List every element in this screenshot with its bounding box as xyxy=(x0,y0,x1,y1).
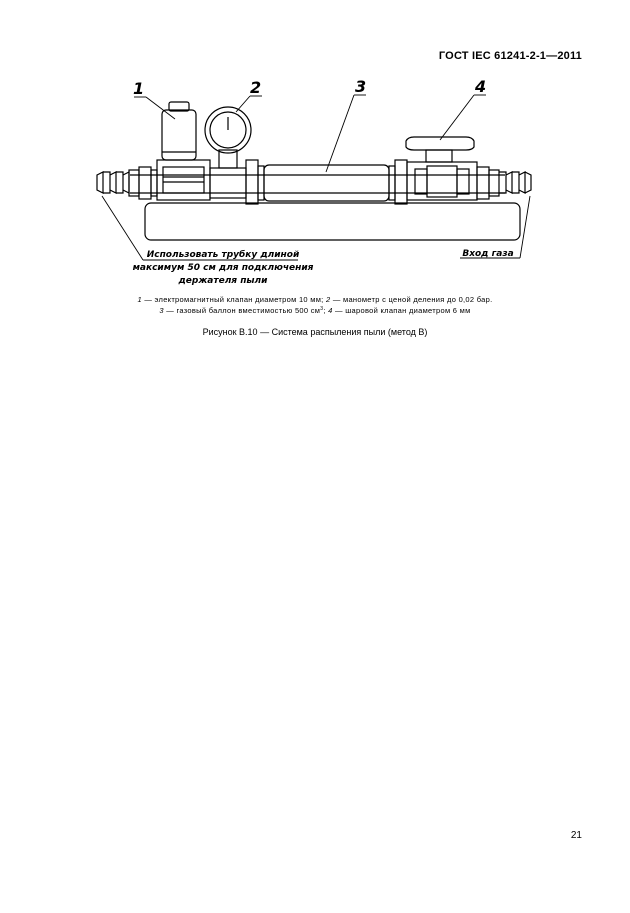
legend-superscript: 3 xyxy=(320,306,324,312)
callout-1: 1 xyxy=(133,79,145,98)
callout-3: 3 xyxy=(355,77,367,96)
legend-text-4: — шаровой клапан диаметром 6 мм xyxy=(332,306,471,315)
legend-num-2: 2 xyxy=(325,295,331,304)
leader-right-note xyxy=(520,196,530,258)
leader-2 xyxy=(236,96,250,112)
base-plate xyxy=(145,203,520,240)
legend-num-3: 3 xyxy=(159,306,164,315)
legend-text-2: — манометр с ценой деления до 0,02 бар. xyxy=(330,295,493,304)
left-hose-barb xyxy=(97,170,139,196)
legend-num-1: 1 xyxy=(137,295,142,304)
dust-dispersion-diagram xyxy=(0,0,630,300)
legend-text-3: — газовый баллон вместимостью 500 см xyxy=(163,306,321,315)
legend-text-1: — электромагнитный клапан диаметром 10 мм; xyxy=(141,295,326,304)
ball-valve-handle xyxy=(406,137,474,150)
page-number: 21 xyxy=(570,830,582,841)
leader-3 xyxy=(326,95,354,172)
note-left-line-2: максимум 50 см для подключения xyxy=(132,263,314,273)
callout-4: 4 xyxy=(475,77,487,96)
legend-line-1 xyxy=(40,294,590,305)
note-left-line-1: Использовать трубку длиной xyxy=(146,250,300,260)
legend-text-3b: ; xyxy=(323,306,329,315)
leader-left-note xyxy=(102,196,143,260)
legend-num-4: 4 xyxy=(328,306,333,315)
solenoid-valve-body xyxy=(157,160,210,200)
leader-1 xyxy=(146,97,175,119)
note-right: Вход газа xyxy=(462,249,514,259)
standard-header: ГОСТ IEC 61241-2-1—2011 xyxy=(438,50,582,62)
figure-caption: Рисунок B.10 — Система распыления пыли (метод B) xyxy=(202,327,428,337)
figure-legend xyxy=(40,294,590,316)
note-left-line-3: держателя пыли xyxy=(178,276,268,286)
legend-line-2 xyxy=(40,305,590,316)
leader-4 xyxy=(440,95,474,140)
callout-2: 2 xyxy=(250,78,262,97)
